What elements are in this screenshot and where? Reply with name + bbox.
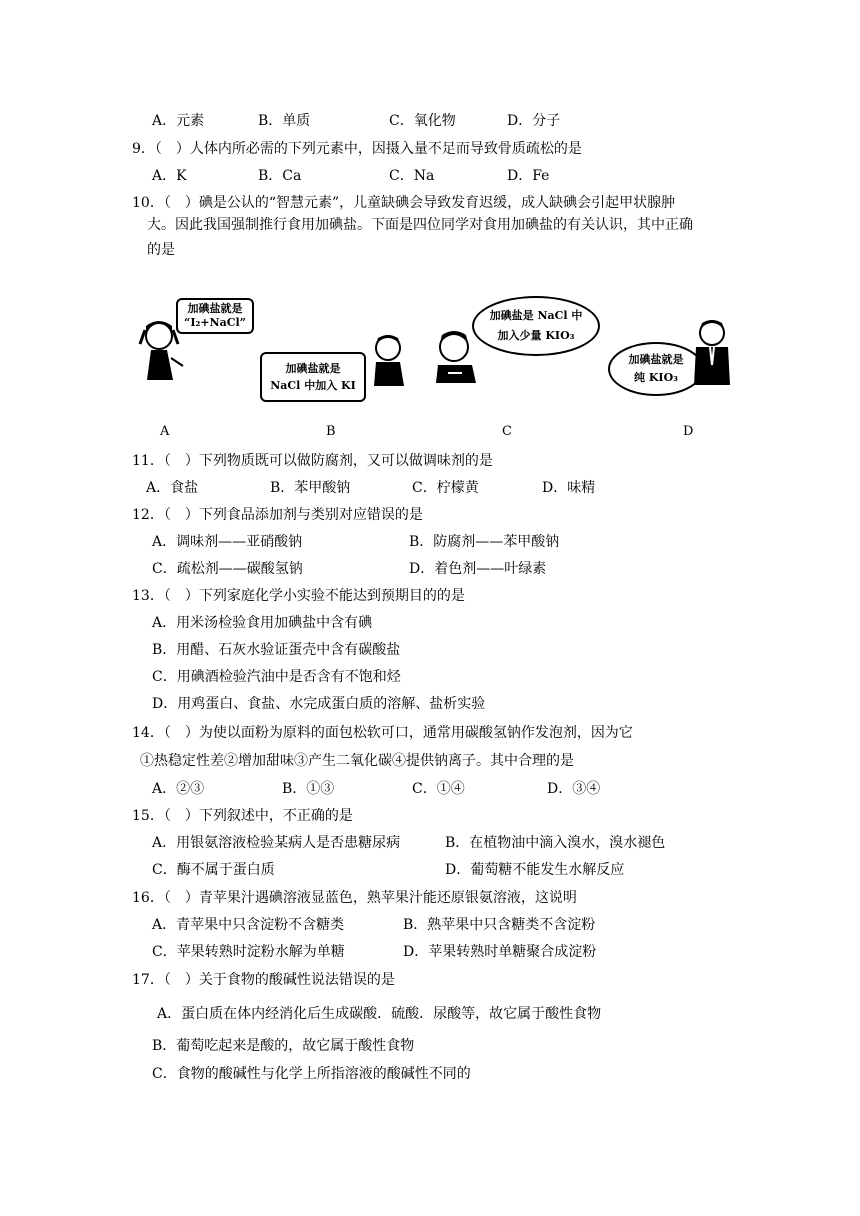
q16-option-c: C．苹果转熟时淀粉水解为单糖 bbox=[152, 944, 345, 960]
q12-option-a: A．调味剂——亚硝酸钠 bbox=[152, 534, 303, 550]
q17-option-c: C．食物的酸碱性与化学上所指溶液的酸碱性不同的 bbox=[152, 1066, 471, 1082]
q11-option-c: C．柠檬黄 bbox=[412, 480, 479, 496]
q11-option-b: B．苯甲酸钠 bbox=[270, 480, 351, 496]
q12-stem: 12．（ ）下列食品添加剂与类别对应错误的是 bbox=[132, 507, 423, 523]
q14-stem-line2: ①热稳定性差②增加甜味③产生二氧化碳④提供钠离子。其中合理的是 bbox=[140, 753, 574, 769]
q9-option-b: B．Ca bbox=[258, 168, 302, 184]
q11-option-a: A．食盐 bbox=[146, 480, 199, 496]
q17-option-b: B．葡萄吃起来是酸的，故它属于酸性食物 bbox=[152, 1038, 415, 1054]
q13-option-b: B．用醋、石灰水验证蛋壳中含有碳酸盐 bbox=[152, 642, 401, 658]
q13-option-a: A．用米汤检验食用加碘盐中含有碘 bbox=[152, 615, 373, 631]
q14-option-d: D．③④ bbox=[547, 781, 601, 797]
q11-option-d: D．味精 bbox=[542, 480, 596, 496]
q10-stem-line1: 10．（ ）碘是公认的“智慧元素”，儿童缺碘会导致发育迟缓，成人缺碘会引起甲状腺肿 bbox=[132, 195, 676, 211]
q9-stem: 9．（ ）人体内所必需的下列元素中，因摄入量不足而导致骨质疏松的是 bbox=[132, 141, 582, 157]
q14-option-a: A．②③ bbox=[152, 781, 205, 797]
q15-option-a: A．用银氨溶液检验某病人是否患糖尿病 bbox=[152, 835, 401, 851]
q8-option-b: B．单质 bbox=[258, 113, 311, 129]
student-b-illustration bbox=[368, 328, 418, 388]
q8-option-a: A．元素 bbox=[152, 113, 205, 129]
q15-option-c: C．酶不属于蛋白质 bbox=[152, 862, 275, 878]
q12-option-c: C．疏松剂——碳酸氢钠 bbox=[152, 561, 303, 577]
q8-option-d: D．分子 bbox=[507, 113, 561, 129]
q12-option-b: B．防腐剂——苯甲酸钠 bbox=[409, 534, 560, 550]
q16-option-b: B．熟苹果中只含糖类不含淀粉 bbox=[403, 917, 596, 933]
q13-option-d: D．用鸡蛋白、食盐、水完成蛋白质的溶解、盐析实验 bbox=[152, 696, 486, 712]
student-d-illustration bbox=[690, 315, 740, 387]
caption-b: B bbox=[326, 424, 336, 439]
q10-stem-line2: 大。因此我国强制推行食用加碘盐。下面是四位同学对食用加碘盐的有关认识，其中正确 bbox=[147, 217, 693, 233]
q9-option-d: D．Fe bbox=[507, 168, 550, 184]
caption-a: A bbox=[160, 424, 170, 439]
caption-d: D bbox=[683, 424, 694, 439]
q13-stem: 13．（ ）下列家庭化学小实验不能达到预期目的的是 bbox=[132, 588, 465, 604]
bubble-d: 加碘盐就是 纯 KIO₃ bbox=[608, 342, 704, 396]
q11-stem: 11．（ ）下列物质既可以做防腐剂，又可以做调味剂的是 bbox=[132, 453, 493, 469]
q15-option-b: B．在植物油中滴入溴水，溴水褪色 bbox=[445, 835, 666, 851]
q8-option-c: C．氧化物 bbox=[389, 113, 456, 129]
q14-option-b: B．①③ bbox=[282, 781, 335, 797]
q16-option-a: A．青苹果中只含淀粉不含糖类 bbox=[152, 917, 345, 933]
q14-option-c: C．①④ bbox=[412, 781, 465, 797]
q17-stem: 17．（ ）关于食物的酸碱性说法错误的是 bbox=[132, 972, 395, 988]
q9-option-a: A．K bbox=[152, 168, 187, 184]
q17-option-a: A．蛋白质在体内经消化后生成碳酸．硫酸．尿酸等，故它属于酸性食物 bbox=[157, 1006, 602, 1022]
q15-option-d: D．葡萄糖不能发生水解反应 bbox=[445, 862, 625, 878]
bubble-b: 加碘盐就是 NaCl 中加入 KI bbox=[260, 352, 366, 402]
q16-stem: 16．（ ）青苹果汁遇碘溶液显蓝色，熟苹果汁能还原银氨溶液，这说明 bbox=[132, 890, 577, 906]
q16-option-d: D．苹果转熟时单糖聚合成淀粉 bbox=[403, 944, 597, 960]
q10-stem-line3: 的是 bbox=[147, 242, 175, 258]
bubble-c: 加碘盐是 NaCl 中 加入少量 KIO₃ bbox=[472, 296, 600, 356]
caption-c: C bbox=[502, 424, 512, 439]
q14-stem: 14．（ ）为使以面粉为原料的面包松软可口，通常用碳酸氢钠作发泡剂，因为它 bbox=[132, 725, 633, 741]
q9-option-c: C．Na bbox=[389, 168, 435, 184]
q13-option-c: C．用碘酒检验汽油中是否含有不饱和烃 bbox=[152, 669, 401, 685]
q15-stem: 15．（ ）下列叙述中，不正确的是 bbox=[132, 808, 353, 824]
q12-option-d: D．着色剂——叶绿素 bbox=[409, 561, 547, 577]
bubble-a: 加碘盐就是 “I₂+NaCl” bbox=[176, 298, 254, 334]
